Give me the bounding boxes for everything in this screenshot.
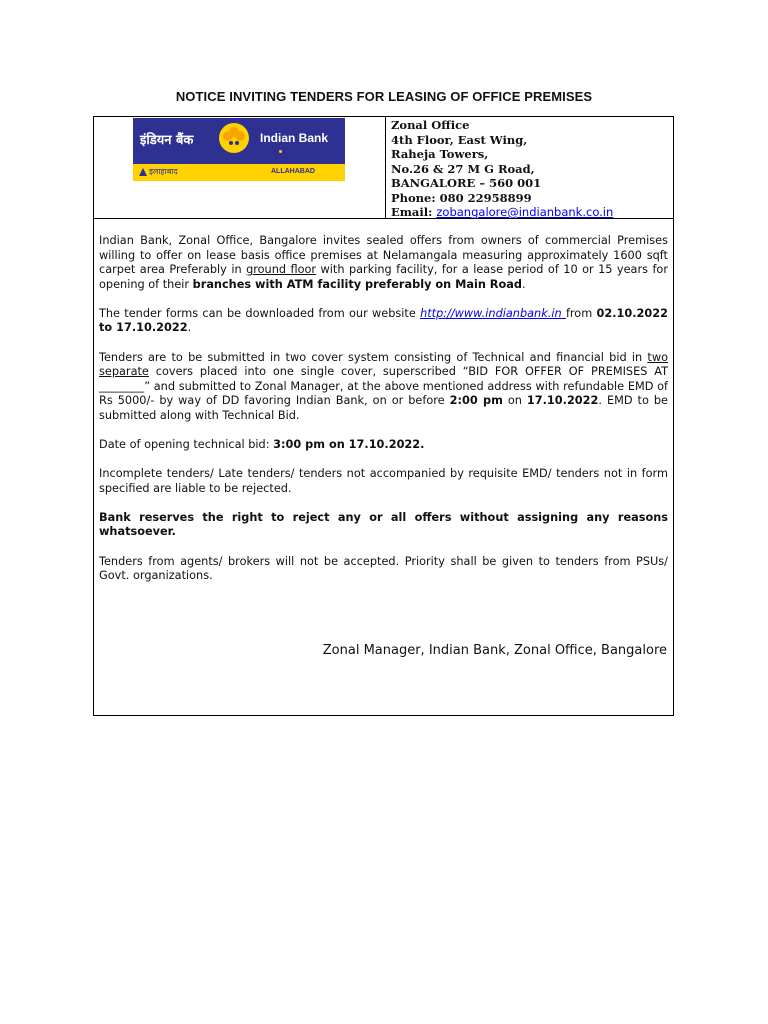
- address-line-5: BANGALORE – 560 001: [391, 176, 542, 190]
- ground-floor-text: ground floor: [246, 263, 317, 277]
- paragraph-opening-date: Date of opening technical bid: 3:00 pm on 17.10.2022.: [99, 438, 425, 452]
- logo-hindi-name: इंडियन बैंक: [140, 133, 194, 148]
- email-label: Email:: [391, 205, 433, 219]
- paragraph-download: The tender forms can be downloaded from our website http://www.indianbank.in from 02.10.2022 to 17.10.2022.: [99, 306, 668, 335]
- submission-date: 17.10.2022: [526, 394, 599, 408]
- address-line-4: No.26 & 27 M G Road,: [391, 161, 535, 176]
- paragraph-submission: Tenders are to be submitted in two cover system consisting of Technical and financial bid in two separate covers placed into one single cover, superscribed “BID FOR OFFER OF PREMISES AT ________” and submitted to Zonal Manager, at the above mentioned address with refundable EMD of Rs 5000/- by way of DD favoring Indian Bank, on or before 2:00 pm on 17.10.2022. EMD to be submitted along with Technical Bid.: [99, 350, 668, 422]
- allahabad-triangle-icon: [139, 168, 147, 176]
- notice-title: NOTICE INVITING TENDERS FOR LEASING OF OFFICE PREMISES: [175, 89, 593, 104]
- indian-bank-logo: [133, 118, 345, 181]
- atm-facility-text: branches with ATM facility preferably on Main Road: [192, 277, 522, 291]
- logo-allahabad-english: ALLAHABAD: [271, 168, 315, 175]
- opening-date-value: 3:00 pm on 17.10.2022.: [273, 438, 425, 452]
- address-line-1: Zonal Office: [391, 118, 470, 132]
- two-separate-text: two separate: [99, 350, 668, 379]
- paragraph-rights: Bank reserves the right to reject any or all offers without assigning any reasons whatsoever.: [99, 510, 668, 539]
- logo-dot: [279, 150, 282, 153]
- submission-time: 2:00 pm: [449, 394, 503, 408]
- website-link[interactable]: http://www.indianbank.in: [420, 306, 566, 320]
- address-line-2: 4th Floor, East Wing,: [391, 132, 528, 147]
- notice-body: [99, 234, 668, 598]
- address-phone: Phone: 080 22958899: [391, 190, 532, 205]
- paragraph-agents: Tenders from agents/ brokers will not be accepted. Priority shall be given to tenders from PSUs/ Govt. organizations.: [99, 554, 668, 583]
- address-line-3: Raheja Towers,: [391, 147, 489, 161]
- signature: Zonal Manager, Indian Bank, Zonal Office, Bangalore: [322, 643, 667, 658]
- address-email-row: [391, 205, 613, 220]
- email-link[interactable]: zobangalore@indianbank.co.in: [436, 205, 614, 219]
- logo-english-name: Indian Bank: [260, 131, 329, 145]
- logo-allahabad-hindi: इलाहाबाद: [149, 167, 178, 176]
- paragraph-invitation: Indian Bank, Zonal Office, Bangalore invites sealed offers from owners of commercial Premises willing to offer on lease basis office premises at Nelamangala measuring approximately 1600 sqft carpet area Preferably in ground floor with parking facility, for a lease period of 10 or 15 years for opening of their branches with ATM facility preferably on Main Road.: [99, 234, 668, 291]
- office-address: [391, 118, 613, 220]
- paragraph-incomplete: Incomplete tenders/ Late tenders/ tenders not accompanied by requisite EMD/ tenders not in form specified are liable to be rejected.: [99, 467, 668, 495]
- bank-emblem-icon: [217, 121, 251, 155]
- header-divider-vertical: [385, 117, 386, 218]
- notice-box: [93, 116, 674, 716]
- download-dates: 02.10.2022 to 17.10.2022: [99, 306, 668, 335]
